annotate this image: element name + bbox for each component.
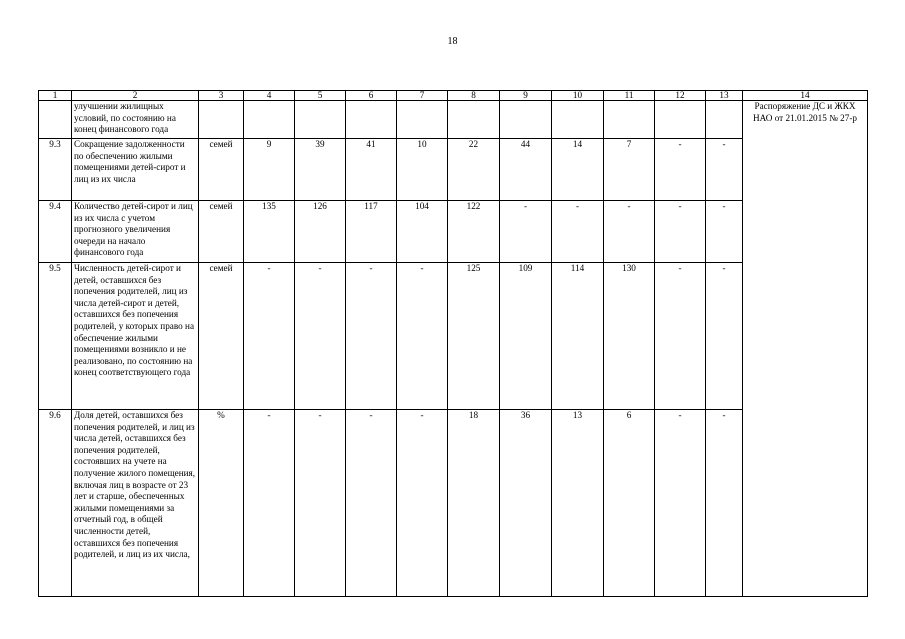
value-cell: 135 [244, 201, 295, 263]
column-header: 2 [72, 91, 199, 101]
value-cell: 122 [448, 201, 500, 263]
column-header: 11 [604, 91, 655, 101]
value-cell: 36 [500, 410, 552, 597]
value-cell: 13 [552, 410, 604, 597]
value-cell: - [604, 201, 655, 263]
value-cell: - [655, 263, 706, 410]
value-cell: 22 [448, 139, 500, 201]
column-header: 10 [552, 91, 604, 101]
row-number: 9.6 [39, 410, 72, 597]
value-cell: 126 [295, 201, 346, 263]
value-cell: 6 [604, 410, 655, 597]
value-cell: - [706, 201, 743, 263]
value-cell: 104 [397, 201, 448, 263]
value-cell: 18 [448, 410, 500, 597]
value-cell: - [244, 263, 295, 410]
unit: семей [199, 139, 244, 201]
column-header: 13 [706, 91, 743, 101]
value-cell: - [552, 201, 604, 263]
column-header: 9 [500, 91, 552, 101]
column-header: 1 [39, 91, 72, 101]
value-cell: - [706, 139, 743, 201]
indicator-name: улучшении жилищных условий, по состоянию на конец финансового года [72, 101, 199, 139]
value-cell: - [295, 263, 346, 410]
column-header: 4 [244, 91, 295, 101]
value-cell: 10 [397, 139, 448, 201]
row-number: 9.5 [39, 263, 72, 410]
column-header: 6 [346, 91, 397, 101]
page-number: 18 [447, 36, 458, 47]
column-header: 12 [655, 91, 706, 101]
value-cell: - [346, 263, 397, 410]
value-cell: - [397, 410, 448, 597]
row-number: 9.4 [39, 201, 72, 263]
column-header: 7 [397, 91, 448, 101]
column-number-row [39, 91, 868, 101]
value-cell: - [655, 139, 706, 201]
value-cell: - [397, 263, 448, 410]
value-cell: 125 [448, 263, 500, 410]
value-cell: 41 [346, 139, 397, 201]
value-cell: 109 [500, 263, 552, 410]
value-cell: 117 [346, 201, 397, 263]
value-cell: 14 [552, 139, 604, 201]
value-cell: 130 [604, 263, 655, 410]
value-cell: - [655, 201, 706, 263]
value-cell: 9 [244, 139, 295, 201]
value-cell: - [706, 263, 743, 410]
value-cell: 39 [295, 139, 346, 201]
indicators-table [38, 90, 868, 597]
legal-basis: Распоряжение ДС и ЖКХ НАО от 21.01.2015 № 27-р [743, 101, 868, 597]
column-header: 14 [743, 91, 868, 101]
table-row [39, 101, 868, 139]
column-header: 8 [448, 91, 500, 101]
value-cell: - [706, 410, 743, 597]
unit: семей [199, 201, 244, 263]
value-cell: - [655, 410, 706, 597]
indicator-name: Количество детей-сирот и лиц из их числа с учетом прогнозного увеличения очереди на начало финансового года [72, 201, 199, 263]
unit: % [199, 410, 244, 597]
value-cell: - [244, 410, 295, 597]
indicator-name: Численность детей-сирот и детей, оставшихся без попечения родителей, лиц из числа детей-сирот и детей, оставшихся без попечения родителей, у которых право на обеспечение жилыми помещениями возникло и не реализовано, по состоянию на конец соответствующего года [72, 263, 199, 410]
value-cell: 44 [500, 139, 552, 201]
indicator-name: Сокращение задолженности по обеспечению жилыми помещениями детей-сирот и лиц из их числа [72, 139, 199, 201]
value-cell: - [346, 410, 397, 597]
column-header: 3 [199, 91, 244, 101]
value-cell: - [500, 201, 552, 263]
row-number: 9.3 [39, 139, 72, 201]
value-cell: 7 [604, 139, 655, 201]
value-cell: 114 [552, 263, 604, 410]
column-header: 5 [295, 91, 346, 101]
indicator-name: Доля детей, оставшихся без попечения родителей, и лиц из числа детей, оставшихся без попечения родителей, состоявших на учете на получение жилого помещения, включая лиц в возрасте от 23 лет и старше, обеспеченных жилыми помещениями за отчетный год, в общей численности детей, оставшихся без попечения родителей, и лиц из их числа, [72, 410, 199, 597]
unit: семей [199, 263, 244, 410]
value-cell: - [295, 410, 346, 597]
